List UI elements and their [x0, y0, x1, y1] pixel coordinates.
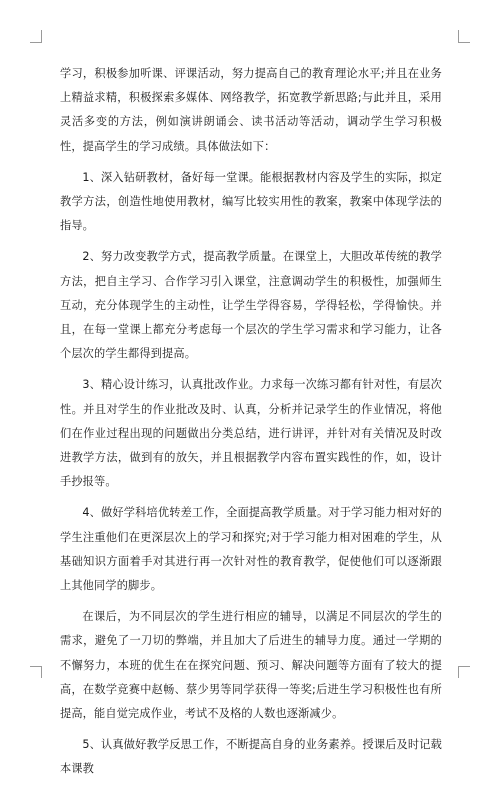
crop-mark-top-right-v: [458, 30, 459, 42]
paragraph-item-1: 1、深入钻研教材，备好每一堂课。能根据教材内容及学生的实际，拟定教学方法，创造性地使用教材，编写比较实用性的教案，教案中体现学法的指导。: [60, 170, 442, 233]
paragraph-item-3: 3、精心设计练习，认真批改作业。力求每一次练习都有针对性，有层次性。并且对学生的作业批改及时、认真，分析并记录学生的作业情况，将他们在作业过程出现的问题做出分类总结，进行讲评，并针对有关情况及时改进教学方法，做到有的放矢，并且根据教学内容布置实践性的作，如，设计手抄报等。: [60, 378, 442, 489]
paragraph-item-4: 4、做好学科培优转差工作，全面提高教学质量。对于学习能力相对好的学生注重他们在更深层次上的学习和探究;对于学习能力相对困难的学生，从基础知识方面着手对其进行再一次针对性的教育教学，促使他们可以逐渐跟上其他同学的脚步。: [60, 506, 442, 593]
crop-mark-bottom-right-v: [458, 666, 459, 678]
crop-mark-top-left-h: [30, 42, 42, 43]
paragraph-intro: 学习，积极参加听课、评课活动，努力提高自己的教育理论水平;并且在业务上精益求精，积极探索多媒体、网络教学，拓宽教学新思路;与此并且，采用灵活多变的方法，例如演讲朗诵会、读书活动等活动，调动学生学习积极性，提高学生的学习成绩。具体做法如下：: [60, 67, 442, 153]
crop-mark-bottom-left-v: [41, 666, 42, 678]
crop-mark-top-right-h: [458, 42, 470, 43]
crop-mark-bottom-right-h: [458, 666, 470, 667]
paragraph-item-2: 2、努力改变教学方式，提高教学质量。在课堂上，大胆改革传统的教学方法，把自主学习、合作学习引入课堂，注意调动学生的积极性，加强师生互动，充分体现学生的主动性，让学生学得容易，学得轻松，学得愉快。并且，在每一堂课上都充分考虑每一个层次的学生学习需求和学习能力，让各个层次的学生都得到提高。: [60, 250, 442, 361]
crop-mark-top-left-v: [41, 30, 42, 42]
paragraph-item-5: 5、认真做好教学反思工作，不断提高自身的业务素养。授课后及时记载本课教: [60, 738, 442, 776]
paragraph-after-class: 在课后，为不同层次的学生进行相应的辅导，以满足不同层次的学生的需求，避免了一刀切的弊端，并且加大了后进生的辅导力度。通过一学期的不懈努力，本班的优生在在探究问题、预习、解决问题等方面有了较大的提高，在数学竞赛中赵畅、蔡少男等同学获得一等奖;后进生学习积极性也有所提高，能自觉完成作业，考试不及格的人数也逐渐减少。: [60, 610, 442, 721]
document-body: [60, 62, 442, 789]
